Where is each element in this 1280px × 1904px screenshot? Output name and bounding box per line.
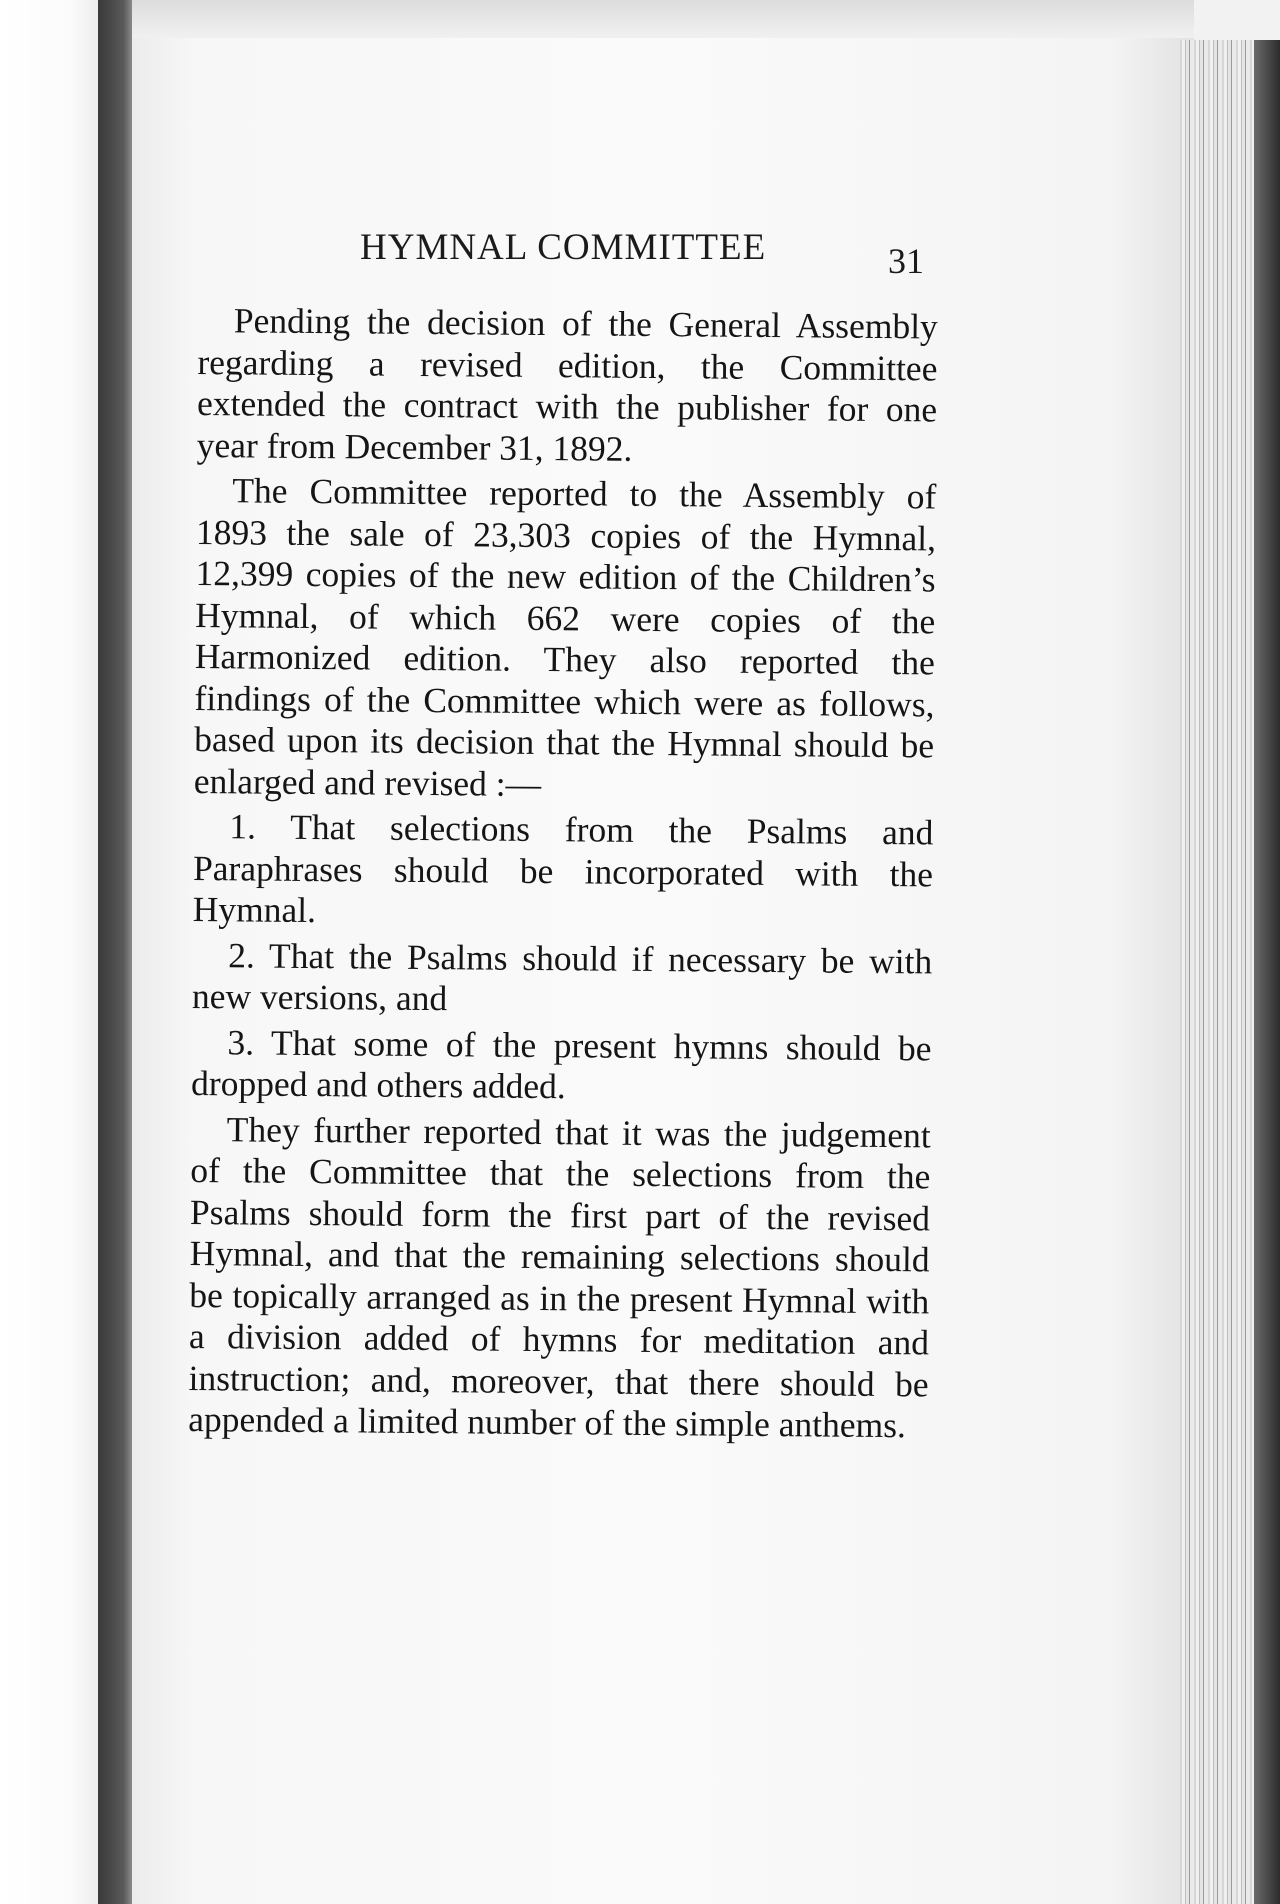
book-spine — [98, 0, 132, 1904]
list-item: 1. That selections from the Psalms and Paraphrases should be incorporated with the Hymnal. — [192, 806, 934, 931]
facing-page-edge — [0, 0, 100, 1904]
list-item: 2. That the Psalms should if necessary be with new versions, and — [191, 934, 933, 1019]
running-title: HYMNAL COMMITTEE — [360, 227, 767, 268]
body-text — [188, 300, 938, 1447]
paragraph: The Committee reported to the Assembly of 1893 the sale of 23,303 copies of the Hymnal, 12,399 copies of the new edition of the Children’s Hymnal, of which 662 were copies of the Harmonized edition. They also reported the findings of the Committee which were as follows, based upon its decision that the Hymnal should be enlarged and revised :— — [193, 470, 937, 804]
paragraph: Pending the decision of the General Assembly regarding a revised edition, the Committee extended the contract with the publisher for one year from December 31, 1892. — [196, 300, 938, 469]
list-item: 3. That some of the present hymns should be dropped and others added. — [190, 1021, 932, 1107]
page-number: 31 — [888, 241, 924, 281]
paragraph: They further reported that it was the judgement of the Committee that the selections from the Psalms should form the first part of the revised Hymnal, and that the remaining selections should be topically arranged as in the present Hymnal with a division added of hymns for meditation and instruction; and, moreover, that there should be appended a limited number of the simple anthems. — [188, 1108, 931, 1446]
page-edges — [1180, 40, 1280, 1904]
